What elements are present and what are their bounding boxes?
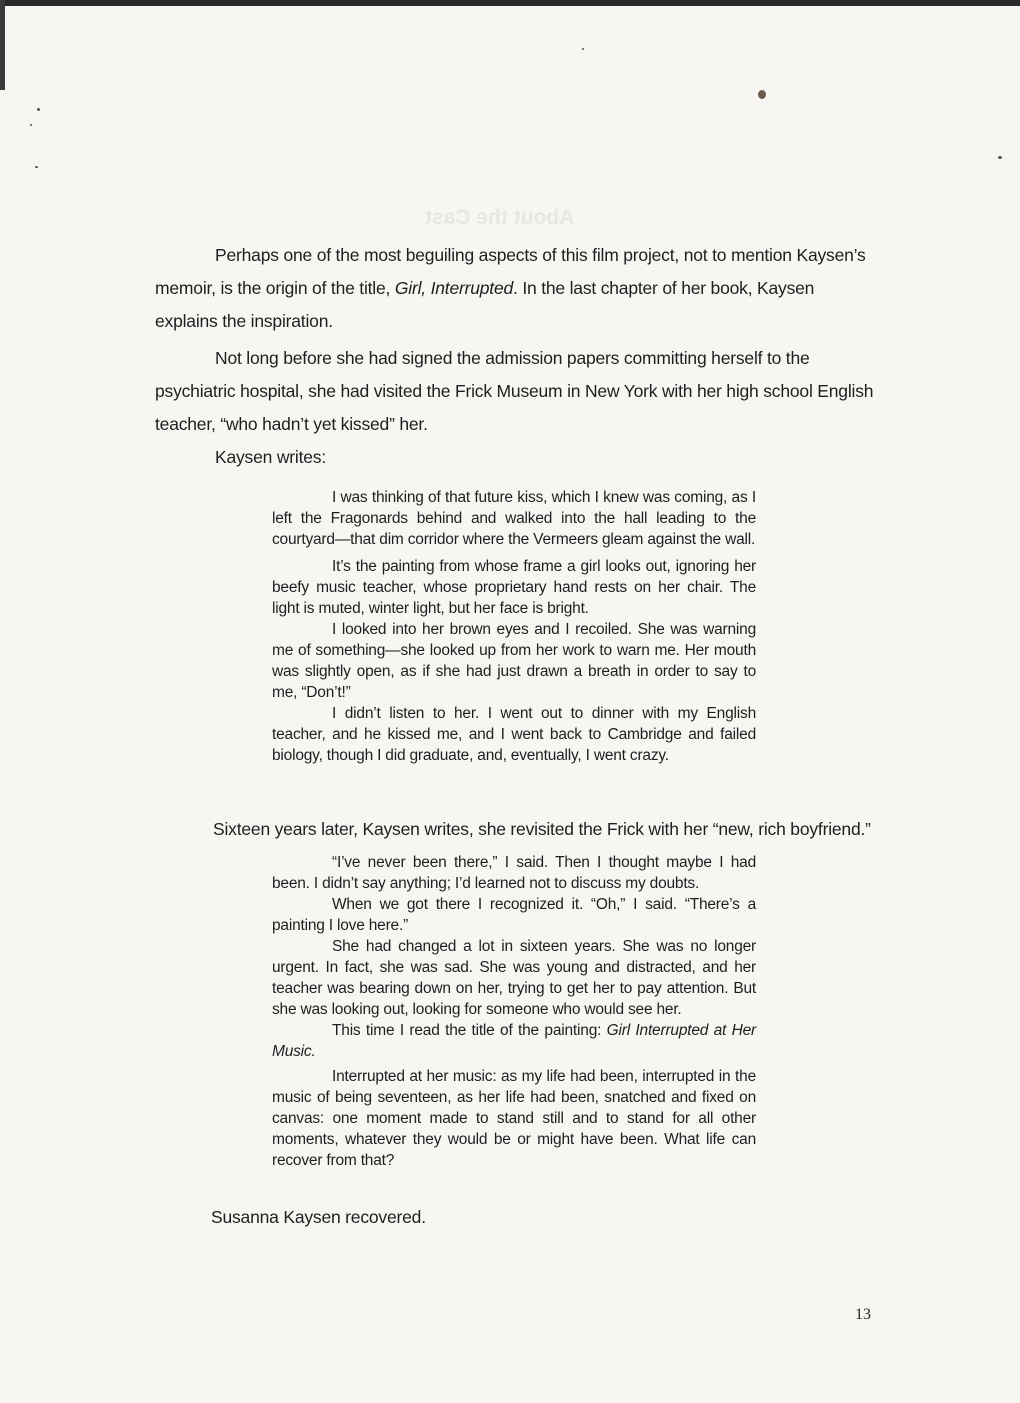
bleed-through-heading: About the Cast [425,206,575,229]
quote-paragraph: When we got there I recognized it. “Oh,” I said. “There’s a painting I love here.” [272,896,756,934]
quote-paragraph: I was thinking of that future kiss, which I knew was coming, as I left the Fragonards behind and walked into the hall leading to the courtyard—that dim corridor where the Vermeers gleam against the wall. [272,489,756,548]
block-quote-2 [272,852,756,1171]
intro-block [155,239,875,474]
quote-paragraph: I didn’t listen to her. I went out to dinner with my English teacher, and he kissed me, and I went back to Cambridge and failed biology, though I did graduate, and, eventually, I went crazy. [272,705,756,764]
quote-paragraph: She had changed a lot in sixteen years. She was no longer urgent. In fact, she was sad. She was young and distracted, and her teacher was bearing down on her, trying to get her to pay attention. But she was looking out, looking for someone who would see her. [272,938,756,1018]
painting-title: Girl Interrupted at Her Music. [272,1022,756,1060]
bridge-paragraph: Sixteen years later, Kaysen writes, she revisited the Frick with her “new, rich boyfriend.” [213,819,871,839]
scan-left-edge [0,0,5,90]
quote-paragraph: Interrupted at her music: as my life had been, interrupted in the music of being seventeen, as her life had been, snatched and fixed on canvas: one moment made to stand still and to stand for all other moments, whatever they would be or might have been. What life can recover from that? [272,1068,756,1169]
block-quote-1 [272,487,756,766]
quote-paragraph: “I’ve never been there,” I said. Then I thought maybe I had been. I didn’t say anything; I’d learned not to discuss my doubts. [272,854,756,892]
dust-speck [35,166,38,168]
quote-paragraph: I looked into her brown eyes and I recoiled. She was warning me of something—she looked up from her work to warn me. Her mouth was slightly open, as if she had just drawn a breath in order to say to me, “Don’t!” [272,621,756,701]
dust-speck [30,124,32,126]
dust-speck [582,48,584,50]
book-title: Girl, Interrupted [394,278,514,298]
intro-paragraph-3: Kaysen writes: [215,447,326,467]
scan-top-edge [0,0,1020,6]
intro-paragraph-1: Perhaps one of the most beguiling aspects of this film project, not to mention Kaysen’s memoir, is the origin of the title, Girl, Interrupted. In the last chapter of her book, Kaysen explains the inspiration. [155,245,866,331]
dust-speck [37,108,40,111]
quote-paragraph: It’s the painting from whose frame a girl looks out, ignoring her beefy music teacher, whose proprietary hand rests on her chair. The light is muted, winter light, but her face is bright. [272,558,756,617]
quote-paragraph: This time I read the title of the painting: Girl Interrupted at Her Music. [272,1022,756,1060]
closing-line: Susanna Kaysen recovered. [211,1207,426,1227]
page-number: 13 [855,1306,871,1323]
dust-speck [758,90,766,99]
intro-paragraph-2: Not long before she had signed the admission papers committing herself to the psychiatric hospital, she had visited the Frick Museum in New York with her high school English teacher, “who hadn’t yet kissed” her. [155,348,874,434]
dust-speck [998,156,1002,159]
